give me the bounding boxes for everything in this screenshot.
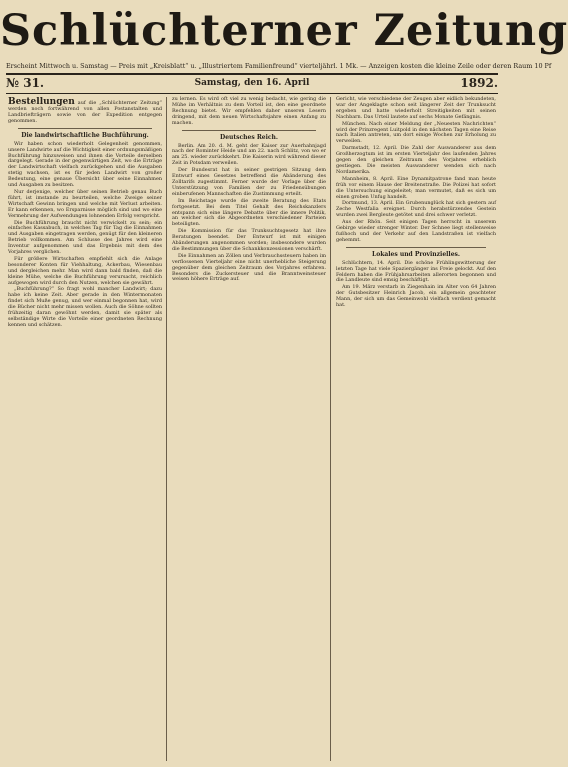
issue-number: № 31. <box>6 76 45 90</box>
news-item: Im Reichstage wurde die zweite Beratung des Etats fortgesetzt. Bei dem Titel Gehalt des Reichskanzlers entspann sich eine längere Debatte über die innere Politik, an welcher sich die Abgeordneten verschiedener Parteien beteiligten. <box>172 197 326 228</box>
masthead <box>0 4 568 58</box>
article-separator <box>18 128 152 129</box>
article-paragraph: zu lernen. Es wird oft viel zu wenig bedacht, wie gering die Mühe im Verhältnis zu dem Vorteil ist, den eine geordnete Rechnung bietet. Wir empfehlen daher unseren Lesern dringend, mit dem neuen Wirtschaftsjahre einen Anfang zu machen. <box>172 96 326 126</box>
news-item: Berlin. Am 20. d. M. geht der Kaiser zur Auerhahnjagd nach der Rominter Heide und am 22. nach Schlitz, von wo er am 25. wieder zurückkehrt. Die Kaiserin wird während dieser Zeit in Potsdam verweilen. <box>172 142 326 167</box>
news-item: München. Nach einer Meldung der „Neuesten Nachrichten“ wird der Prinzregent Luitpold in den nächsten Tagen eine Reise nach Italien antreten, um dort einige Wochen zur Erholung zu verweilen. <box>336 120 496 145</box>
news-item: Darmstadt, 12. April. Die Zahl der Auswanderer aus dem Großherzogtum ist im ersten Vierteljahr des laufenden Jahres gegen den gleichen Zeitraum des Vorjahres erheblich gestiegen. Die meisten Auswanderer wenden sich nach Nordamerika. <box>336 145 496 175</box>
article-separator <box>182 130 316 131</box>
news-item: Mannheim, 8. April. Eine Dynamitpatrone fand man heute früh vor einem Hause der Breitenstraße. Die Polizei hat sofort die Untersuchung eingeleitet; man vermutet, daß es sich um einen groben Unfug handelt. <box>336 175 496 200</box>
article-separator <box>346 247 486 248</box>
issue-year: 1892. <box>460 76 498 90</box>
column-3 <box>336 97 496 761</box>
article-paragraph: Nur derjenige, welcher über seinen Betrieb genau Buch führt, ist imstande zu beurteilen, welche Zweige seiner Wirtschaft Gewinn bringen und welche mit Verlust arbeiten. Er kann erkennen, wo Ersparnisse möglich sind und wo eine Vermehrung der Aufwendungen lohnenden Erfolg verspricht. <box>8 188 162 219</box>
news-item: Schlüchtern, 14. April. Die schöne Frühlingswitterung der letzten Tage hat viele Spaziergänger ins Freie gelockt. Auf den Feldern haben die Frühjahrsarbeiten allerorten begonnen und die Landleute sind emsig beschäftigt. <box>336 259 496 284</box>
subscription-notice-heading: Bestellungen <box>8 97 75 107</box>
article-paragraph: Für größere Wirtschaften empfiehlt sich die Anlage besonderer Konten für Viehhaltung, Ackerbau, Wiesenbau und dergleichen mehr. Man wird dann bald finden, daß die kleine Mühe, welche die Buchführung verursacht, reichlich aufgewogen wird durch den Nutzen, welchen sie gewährt. <box>8 255 162 286</box>
news-item: Aus der Rhön. Seit einigen Tagen herrscht in unserem Gebirge wieder strenger Winter. Der Schnee liegt stellenweise fußhoch und der Verkehr auf den Landstraßen ist vielfach gehemmt. <box>336 219 496 243</box>
news-item: Dortmund, 13. April. Ein Grubenunglück hat sich gestern auf Zeche Westfalia ereignet. Durch herabstürzendes Gestein wurden zwei Bergleute getötet und drei schwer verletzt. <box>336 200 496 219</box>
newspaper-title: Schlüchterner Zeitung <box>0 6 568 56</box>
news-item: Am 19. März verstarb in Ziegenhain im Alter von 64 Jahren der Gutsbesitzer Heinrich Jacob, ein allgemein geachteter Mann, der sich um das Gemeinwohl vielfach verdient gemacht hat. <box>336 284 496 309</box>
column-1 <box>8 97 162 761</box>
article-paragraph: „Buchführung?“ So fragt wohl mancher Landwirt; dazu habe ich keine Zeit. Aber gerade in den Wintermonaten findet sich Muße genug, und wer einmal begonnen hat, wird die Bücher nicht mehr missen wollen. Auch die Söhne sollten frühzeitig daran gewöhnt werden, damit sie später als selbständige Wirte die Vorteile einer geordneten Rechnung kennen und schätzen. <box>8 286 162 328</box>
subscription-line: Erscheint Mittwoch u. Samstag — Preis mit „Kreisblatt“ u. „Illustriertem Familienfreund“ vierteljährl. 1 Mk. — Anzeigen kosten die kleine Zeile oder deren Raum 10 Pf <box>6 62 552 70</box>
article-paragraph: Die Buchführung braucht nicht verwickelt zu sein; ein einfaches Kassabuch, in welches Tag für Tag die Einnahmen und Ausgaben eingetragen werden, genügt für den kleineren Betrieb vollkommen. Am Schlusse des Jahres wird eine Inventur aufgenommen und das Ergebnis mit dem des Vorjahres verglichen. <box>8 219 162 256</box>
article-paragraph: Wir haben schon wiederholt Gelegenheit genommen, unsere Landwirte auf die Wichtigkeit einer ordnungsmäßigen Buchführung hinzuweisen und ihnen die Vorteile derselben dargelegt. Gerade in der gegenwärtigen Zeit, wo die Erträge der Landwirtschaft vielfach zurückgehen und die Ausgaben stetig wachsen, ist es für jeden Landwirt von großer Bedeutung, eine genaue Übersicht über seine Einnahmen und Ausgaben zu besitzen. <box>8 140 162 189</box>
section-heading: Lokales und Provinzielles. <box>372 250 460 258</box>
column-2 <box>172 97 326 761</box>
bottom-rule <box>6 93 498 94</box>
article-heading: Die landwirtschaftliche Buchführung. <box>21 131 149 139</box>
subscription-notice-text: auf die „Schlüchterner Zeitung“ werden noch fortwährend von allen Postanstalten und Landbriefträgern sowie von der Expedition entgegen genommen. <box>8 100 162 124</box>
news-item: Gericht, wie verschiedene der Zeugen aber eidlich bekundeten, war der Angeklagte schon seit längerer Zeit der Trunksucht ergeben und hatte wiederholt Streitigkeiten mit seinen Nachbarn. Das Urteil lautete auf sechs Monate Gefängnis. <box>336 96 496 120</box>
column-divider <box>166 97 167 761</box>
news-item: Die Einnahmen an Zöllen und Verbrauchssteuern haben im verflossenen Vierteljahr eine nicht unerhebliche Steigerung gegenüber dem gleichen Zeitraum des Vorjahres erfahren. Besonders die Zuckersteuer und die Branntweinsteuer weisen höhere Erträge auf. <box>172 252 326 283</box>
news-item: Der Bundesrat hat in seiner gestrigen Sitzung dem Entwurf eines Gesetzes betreffend die Abänderung des Zolltarifs zugestimmt. Ferner wurde der Vorlage über die Unterstützung von Familien der zu Friedensübungen einberufenen Mannschaften die Zustimmung erteilt. <box>172 167 326 197</box>
section-heading: Deutsches Reich. <box>219 133 279 141</box>
issue-bar <box>6 75 498 91</box>
news-item: Die Kommission für das Trunksuchtsgesetz hat ihre Beratungen beendet. Der Entwurf ist mit einigen Abänderungen angenommen worden; insbesondere wurden die Bestimmungen über die Schankkonzessionen verschärft. <box>172 228 326 252</box>
issue-date: Samstag, den 16. April <box>194 78 310 88</box>
column-divider <box>330 97 331 761</box>
